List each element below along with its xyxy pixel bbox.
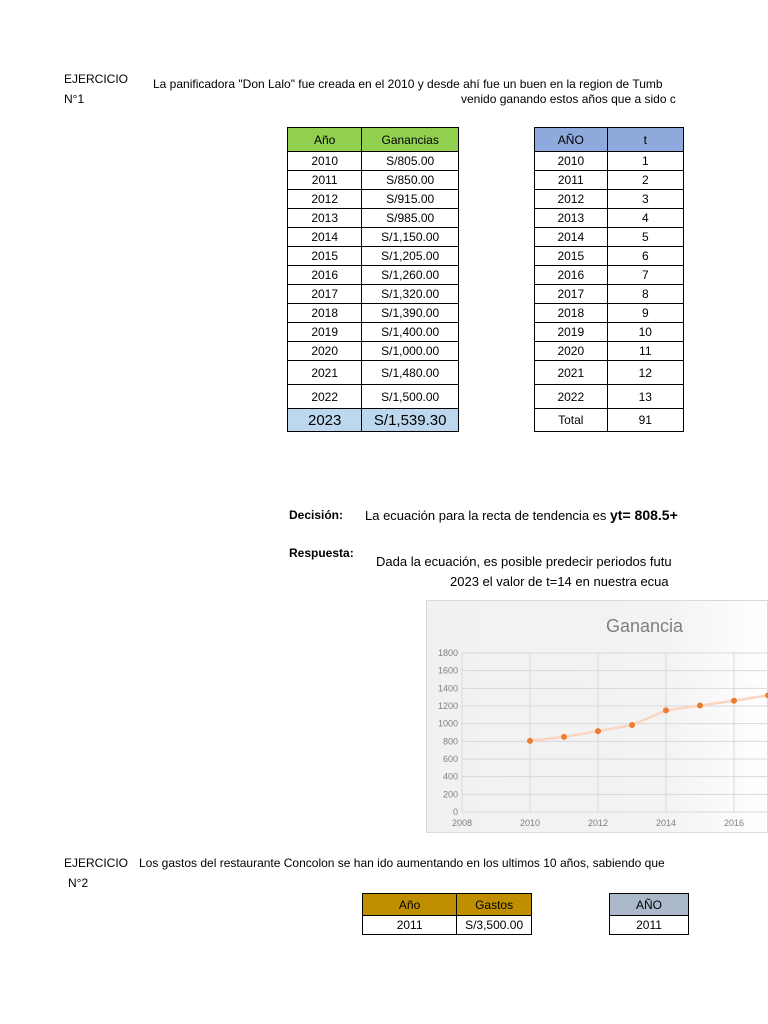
y-tick-label: 1800 — [437, 648, 458, 658]
table-row — [288, 323, 459, 342]
table-cell: 11 — [607, 342, 683, 361]
table-cell: S/1,260.00 — [362, 266, 459, 285]
respuesta-line2: 2023 el valor de t=14 en nuestra ecua — [450, 574, 669, 589]
y-tick-label: 1600 — [437, 665, 458, 676]
table-cell: 2019 — [535, 323, 608, 342]
y-tick-label: 0 — [452, 807, 458, 817]
table-row — [535, 152, 684, 171]
table-row — [535, 247, 684, 266]
table-cell: 2013 — [288, 209, 362, 228]
data-point — [595, 728, 601, 734]
respuesta-line1: Dada la ecuación, es posible predecir periodos futu — [376, 554, 672, 569]
table-row — [288, 304, 459, 323]
data-point — [561, 734, 567, 740]
total-value-cell: 91 — [607, 409, 683, 432]
data-point — [527, 738, 533, 744]
exercise2-description: Los gastos del restaurante Concolon se han ido aumentando en los ultimos 10 años, sabiendo que — [139, 856, 665, 870]
table-row — [288, 209, 459, 228]
table-cell: 2016 — [288, 266, 362, 285]
exercise1-description-line2: venido ganando estos años que a sido c — [461, 92, 676, 106]
ex2-year-table — [609, 893, 689, 935]
table-cell: 2013 — [535, 209, 608, 228]
table-row — [535, 385, 684, 409]
table-row — [288, 385, 459, 409]
decision-label: Decisión: — [289, 508, 344, 522]
table-cell: S/915.00 — [362, 190, 459, 209]
table-cell: 2011 — [288, 171, 362, 190]
table-cell: 2010 — [288, 152, 362, 171]
forecast-year-cell: 2023 — [288, 409, 362, 432]
data-point — [663, 707, 669, 713]
table-cell: 2016 — [535, 266, 608, 285]
table-row — [535, 285, 684, 304]
ganancias-chart-clip — [426, 600, 745, 833]
x-tick-label: 2012 — [587, 818, 609, 828]
table-cell: 2011 — [535, 171, 608, 190]
table-cell: S/805.00 — [362, 152, 459, 171]
forecast-value-cell: S/1,539.30 — [362, 409, 459, 432]
column-header-ganancias: Ganancias — [362, 128, 459, 152]
data-point — [731, 698, 737, 704]
table-cell: 3 — [607, 190, 683, 209]
table-cell: 2021 — [288, 361, 362, 385]
table-cell: S/1,000.00 — [362, 342, 459, 361]
x-tick-label: 2008 — [451, 818, 473, 828]
chart-y-tick-labels — [438, 648, 458, 817]
table-cell: 9 — [607, 304, 683, 323]
table-cell: 12 — [607, 361, 683, 385]
table-cell: 2017 — [535, 285, 608, 304]
table-row — [535, 209, 684, 228]
x-tick-label: 2010 — [519, 818, 541, 828]
table-cell: 7 — [607, 266, 683, 285]
table-row — [288, 285, 459, 304]
table-row — [535, 266, 684, 285]
y-tick-label: 1000 — [437, 718, 458, 729]
table-row — [535, 304, 684, 323]
total-label-cell: Total — [535, 409, 608, 432]
table-row — [288, 171, 459, 190]
table-cell: 2012 — [288, 190, 362, 209]
table-cell: 8 — [607, 285, 683, 304]
table-cell: S/1,400.00 — [362, 323, 459, 342]
table-row — [535, 323, 684, 342]
table-cell: 2019 — [288, 323, 362, 342]
ganancias-chart — [426, 600, 768, 833]
exercise2-number: N°2 — [68, 876, 89, 890]
table-row — [288, 342, 459, 361]
table-cell: 2011 — [363, 916, 457, 935]
table-row — [288, 266, 459, 285]
column-header-t: t — [607, 128, 683, 152]
gastos-table — [362, 893, 532, 935]
table-cell: 2010 — [535, 152, 608, 171]
chart-title: Ganancia — [606, 616, 684, 636]
y-tick-label: 1400 — [437, 683, 458, 694]
table-cell: 2022 — [288, 385, 362, 409]
table-cell: S/1,480.00 — [362, 361, 459, 385]
table-row — [535, 342, 684, 361]
table-row — [288, 228, 459, 247]
table-cell: 2021 — [535, 361, 608, 385]
exercise2-label: EJERCICIO — [64, 856, 129, 870]
chart-gridlines — [462, 653, 768, 812]
decision-text — [365, 508, 678, 523]
table-cell: 5 — [607, 228, 683, 247]
table-row — [535, 228, 684, 247]
data-point — [629, 722, 635, 728]
table-cell: 2012 — [535, 190, 608, 209]
table-cell: S/1,500.00 — [362, 385, 459, 409]
table-row — [288, 190, 459, 209]
table-row — [288, 361, 459, 385]
ganancias-table — [287, 127, 459, 432]
y-tick-label: 1200 — [437, 701, 458, 711]
table-row — [288, 247, 459, 266]
table-cell: 2018 — [535, 304, 608, 323]
y-tick-label: 800 — [442, 736, 458, 747]
table-cell: S/3,500.00 — [457, 916, 532, 935]
table-cell: 10 — [607, 323, 683, 342]
table-cell: 2020 — [288, 342, 362, 361]
table-cell: 1 — [607, 152, 683, 171]
chart-x-tick-labels — [452, 818, 744, 828]
table-cell: 2015 — [535, 247, 608, 266]
y-tick-label: 200 — [442, 789, 458, 800]
table-cell: S/1,150.00 — [362, 228, 459, 247]
x-tick-label: 2016 — [723, 818, 745, 828]
table-cell: 2014 — [535, 228, 608, 247]
table-cell: S/1,320.00 — [362, 285, 459, 304]
column-header-year: Año — [363, 894, 457, 916]
table-cell: 4 — [607, 209, 683, 228]
table-row — [288, 152, 459, 171]
table-cell: 2018 — [288, 304, 362, 323]
table-cell: S/1,205.00 — [362, 247, 459, 266]
table-cell: 2011 — [610, 916, 689, 935]
table-cell: S/985.00 — [362, 209, 459, 228]
decision-sentence: La ecuación para la recta de tendencia es — [365, 508, 611, 523]
table-cell: 13 — [607, 385, 683, 409]
column-header-ano: AÑO — [535, 128, 608, 152]
table-cell: 2015 — [288, 247, 362, 266]
table-cell: 6 — [607, 247, 683, 266]
table-row — [535, 190, 684, 209]
table-cell: S/1,390.00 — [362, 304, 459, 323]
respuesta-label: Respuesta: — [289, 546, 354, 560]
column-header-year: Año — [288, 128, 362, 152]
y-tick-label: 400 — [442, 771, 458, 782]
exercise1-label: EJERCICIO — [64, 72, 129, 86]
table-cell: 2020 — [535, 342, 608, 361]
column-header-ano: AÑO — [610, 894, 689, 916]
exercise1-number: N°1 — [64, 92, 85, 106]
table-cell: 2022 — [535, 385, 608, 409]
table-row — [535, 361, 684, 385]
table-cell: 2017 — [288, 285, 362, 304]
table-row — [535, 171, 684, 190]
x-tick-label: 2014 — [655, 818, 677, 828]
table-cell: S/850.00 — [362, 171, 459, 190]
y-tick-label: 600 — [442, 754, 458, 764]
table-cell: 2014 — [288, 228, 362, 247]
table-cell: 2 — [607, 171, 683, 190]
time-index-table — [534, 127, 684, 432]
trend-equation: yt= 808.5+ — [610, 507, 678, 523]
data-point — [697, 703, 703, 709]
column-header-gastos: Gastos — [457, 894, 532, 916]
exercise1-description-line1: La panificadora "Don Lalo" fue creada en el 2010 y desde ahí fue un buen en la region de Tumb — [153, 77, 663, 91]
